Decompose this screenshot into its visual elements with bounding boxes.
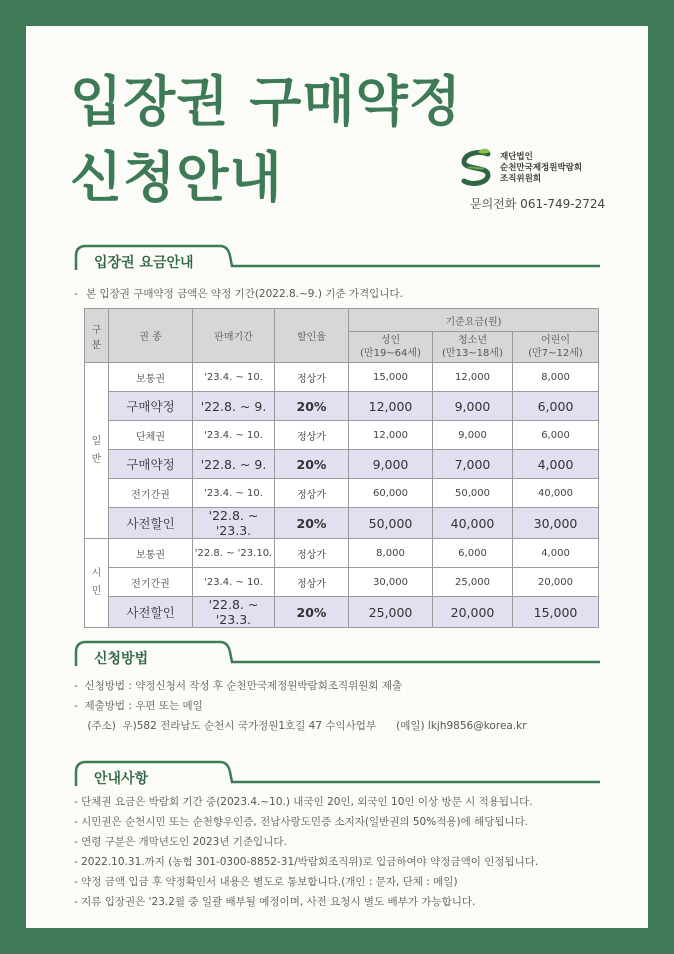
cell-adult: 15,000 — [349, 363, 433, 392]
cell-period: '22.8. ~ '23.3. — [193, 597, 275, 628]
cell-period: '23.4. ~ 10. — [193, 363, 275, 392]
cell-type: 구매약정 — [109, 392, 193, 421]
cell-type: 구매약정 — [109, 450, 193, 479]
org-name-line: 재단법인 — [500, 152, 533, 162]
cell-child: 4,000 — [513, 539, 599, 568]
cell-child: 30,000 — [513, 508, 599, 539]
header-base-fee: 기준요금(원) — [349, 309, 599, 332]
cell-period: '23.4. ~ 10. — [193, 568, 275, 597]
header-period: 판매기간 — [193, 309, 275, 363]
cell-adult: 12,000 — [349, 392, 433, 421]
section-bracket-icon — [70, 636, 600, 672]
fee-row — [85, 479, 599, 508]
cell-type: 보통권 — [109, 363, 193, 392]
header-group: 구 분 — [85, 309, 109, 363]
cell-youth: 20,000 — [433, 597, 513, 628]
header-child: 어린이 (만7~12세) — [513, 332, 599, 363]
cell-discount: 20% — [275, 597, 349, 628]
section-header-fees — [70, 240, 600, 276]
apply-line: (주소) 우)582 전라남도 순천시 국가정원1호길 47 수익사업부 (메일) lkjh9856@korea.kr — [74, 720, 527, 732]
cell-discount: 20% — [275, 450, 349, 479]
cell-child: 4,000 — [513, 450, 599, 479]
cell-child: 15,000 — [513, 597, 599, 628]
cell-discount: 정상가 — [275, 568, 349, 597]
section-header-apply — [70, 636, 600, 672]
group-label: 일 반 — [85, 363, 109, 539]
cell-child: 6,000 — [513, 392, 599, 421]
fee-table-body — [85, 363, 599, 628]
org-logo — [458, 148, 618, 198]
cell-adult: 50,000 — [349, 508, 433, 539]
fee-row — [85, 568, 599, 597]
org-name-line: 조직위원회 — [500, 174, 542, 184]
header-discount: 할인율 — [275, 309, 349, 363]
notice-line: - 지류 입장권은 '23.2월 중 일괄 배부될 예정이며, 사전 요청시 별도 배부가 가능합니다. — [74, 896, 476, 908]
cell-youth: 9,000 — [433, 421, 513, 450]
cell-youth: 9,000 — [433, 392, 513, 421]
fee-row — [85, 508, 599, 539]
fee-table — [84, 308, 599, 628]
section-title-apply: 신청방법 — [94, 651, 149, 667]
group-label: 시 민 — [85, 539, 109, 628]
cell-period: '22.8. ~ '23.3. — [193, 508, 275, 539]
cell-period: '23.4. ~ 10. — [193, 479, 275, 508]
notice-line: - 연령 구분은 개막년도인 2023년 기준입니다. — [74, 836, 287, 848]
notice-line: - 시민권은 순천시민 또는 순천향우인증, 전남사랑도민증 소지자(일반권의 50%적용)에 해당됩니다. — [74, 816, 529, 828]
page-title-line1: 입장권 구매약정 — [70, 70, 462, 133]
fee-note: - 본 입장권 구매약정 금액은 약정 기간(2022.8.~9.) 기준 가격입니다. — [74, 288, 403, 300]
cell-child: 6,000 — [513, 421, 599, 450]
cell-adult: 60,000 — [349, 479, 433, 508]
cell-youth: 50,000 — [433, 479, 513, 508]
cell-youth: 25,000 — [433, 568, 513, 597]
cell-youth: 40,000 — [433, 508, 513, 539]
fee-row — [85, 597, 599, 628]
cell-discount: 정상가 — [275, 363, 349, 392]
notice-line: - 단체권 요금은 박람회 기간 중(2023.4.~10.) 내국인 20인, 외국인 10인 이상 방문 시 적용됩니다. — [74, 796, 533, 808]
section-bracket-icon — [70, 756, 600, 792]
cell-youth: 7,000 — [433, 450, 513, 479]
cell-period: '23.4. ~ 10. — [193, 421, 275, 450]
cell-period: '22.8. ~ 9. — [193, 450, 275, 479]
section-title-notice: 안내사항 — [94, 771, 149, 787]
cell-youth: 12,000 — [433, 363, 513, 392]
cell-adult: 30,000 — [349, 568, 433, 597]
cell-youth: 6,000 — [433, 539, 513, 568]
fee-row — [85, 392, 599, 421]
header-adult: 성인 (만19~64세) — [349, 332, 433, 363]
apply-list — [74, 676, 527, 736]
cell-type: 사전할인 — [109, 508, 193, 539]
org-name-line: 순천만국제정원박람회 — [500, 163, 583, 173]
cell-type: 단체권 — [109, 421, 193, 450]
cell-discount: 정상가 — [275, 479, 349, 508]
cell-adult: 9,000 — [349, 450, 433, 479]
notice-line: - 약정 금액 입금 후 약정확인서 내용은 별도로 통보합니다.(개인 : 문자, 단체 : 메일) — [74, 876, 458, 888]
cell-period: '22.8. ~ 9. — [193, 392, 275, 421]
cell-adult: 25,000 — [349, 597, 433, 628]
cell-discount: 정상가 — [275, 539, 349, 568]
expo-logo-icon — [458, 148, 496, 188]
fee-row — [85, 363, 599, 392]
fee-row — [85, 539, 599, 568]
cell-period: '22.8. ~ '23.10. — [193, 539, 275, 568]
fee-row — [85, 450, 599, 479]
section-title-fees: 입장권 요금안내 — [94, 255, 194, 271]
apply-line: - 제출방법 : 우편 또는 메일 — [74, 700, 203, 712]
cell-type: 사전할인 — [109, 597, 193, 628]
contact-phone: 문의전화 061-749-2724 — [470, 197, 606, 211]
cell-child: 8,000 — [513, 363, 599, 392]
fee-row — [85, 421, 599, 450]
cell-type: 보통권 — [109, 539, 193, 568]
page-title-line2: 신청안내 — [70, 146, 283, 209]
cell-type: 전기간권 — [109, 479, 193, 508]
notice-list — [74, 792, 538, 912]
section-header-notice — [70, 756, 600, 792]
cell-discount: 20% — [275, 392, 349, 421]
cell-adult: 8,000 — [349, 539, 433, 568]
header-type: 권 종 — [109, 309, 193, 363]
apply-line: - 신청방법 : 약정신청서 작성 후 순천만국제정원박람회조직위원회 제출 — [74, 680, 403, 692]
header-youth: 청소년 (만13~18세) — [433, 332, 513, 363]
cell-discount: 정상가 — [275, 421, 349, 450]
cell-child: 20,000 — [513, 568, 599, 597]
cell-type: 전기간권 — [109, 568, 193, 597]
notice-line: - 2022.10.31.까지 (농협 301-0300-8852-31/박람회조직위)로 입금하여야 약정금액이 인정됩니다. — [74, 856, 539, 868]
cell-discount: 20% — [275, 508, 349, 539]
fee-note-text: 본 입장권 구매약정 금액은 약정 기간(2022.8.~9.) 기준 가격입니다. — [86, 288, 403, 300]
cell-adult: 12,000 — [349, 421, 433, 450]
cell-child: 40,000 — [513, 479, 599, 508]
